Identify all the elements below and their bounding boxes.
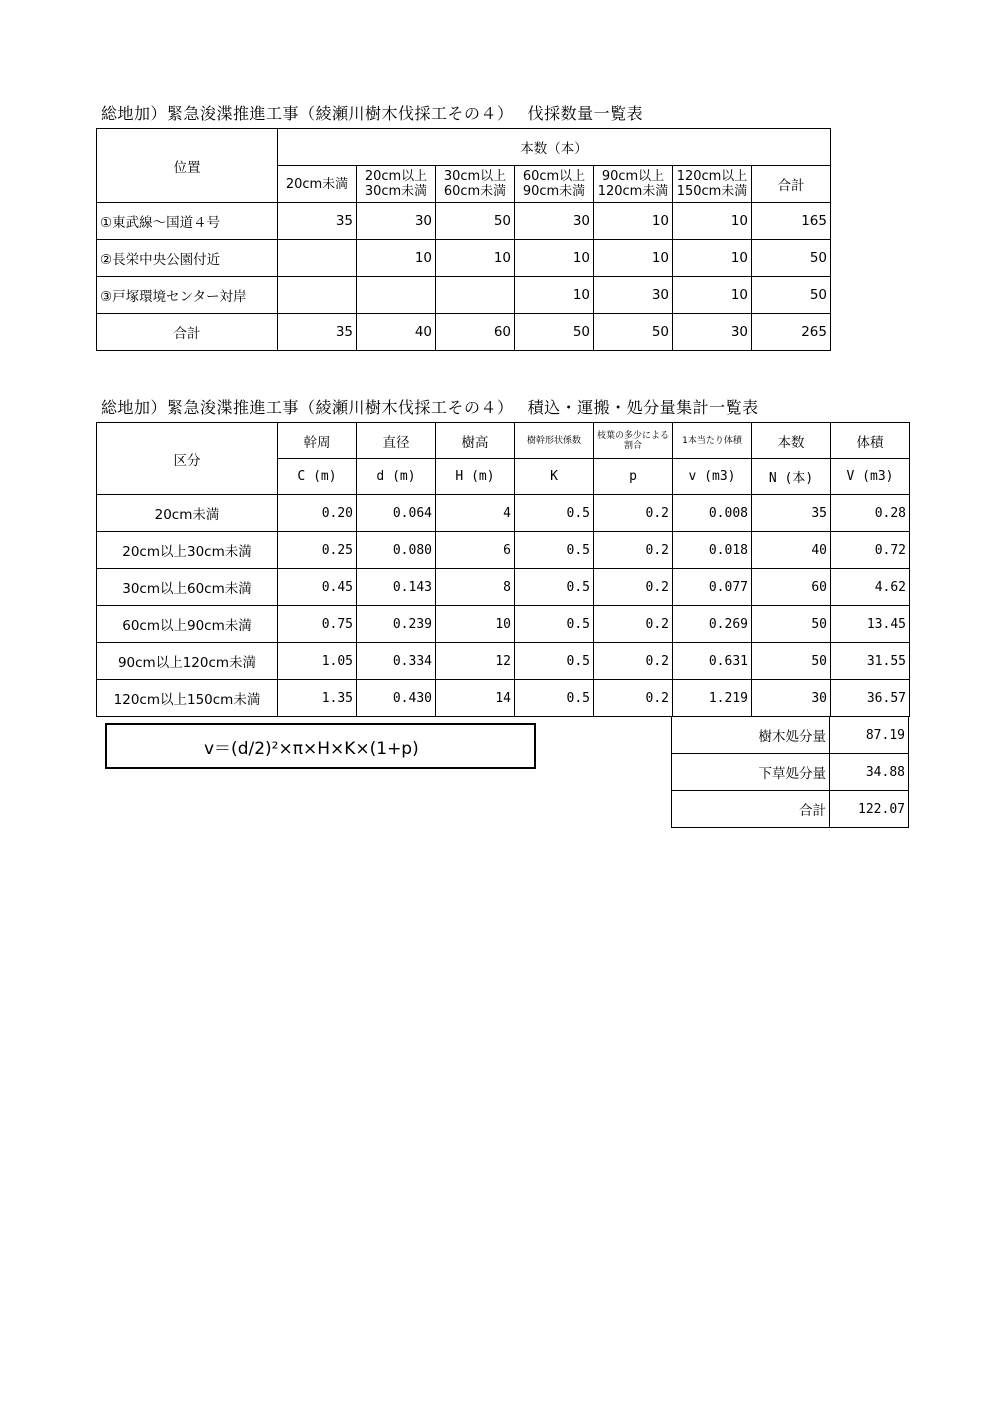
col-name: 樹高 <box>436 423 515 459</box>
cell: 0.631 <box>673 643 752 680</box>
cell: 60 <box>436 314 515 351</box>
summary-row <box>672 717 909 754</box>
position-header: 位置 <box>97 129 278 203</box>
volume-table <box>96 422 910 717</box>
size-col-header: 90cm以上 120cm未満 <box>594 166 673 203</box>
cell: 0.239 <box>357 606 436 643</box>
size-col-header: 120cm以上 150cm未満 <box>673 166 752 203</box>
table-row <box>97 532 910 569</box>
cell: 0.25 <box>278 532 357 569</box>
cell: 10 <box>594 203 673 240</box>
cell: 30 <box>515 203 594 240</box>
cell: 30 <box>357 203 436 240</box>
row-label: 120cm以上150cm未満 <box>97 680 278 717</box>
size-col-header: 60cm以上 90cm未満 <box>515 166 594 203</box>
col-name: 樹幹形状係数 <box>515 423 594 459</box>
cell: 50 <box>752 240 831 277</box>
cell: 50 <box>752 277 831 314</box>
total-row <box>97 314 831 351</box>
col-name: 枝葉の多少による割合 <box>594 423 673 459</box>
summary-table <box>671 716 909 828</box>
volume-title: 総地加）緊急浚渫推進工事（綾瀬川樹木伐採工その４） 積込・運搬・処分量集計一覧表 <box>101 398 759 417</box>
cell: 0.064 <box>357 495 436 532</box>
size-col-header: 20cm以上 30cm未満 <box>357 166 436 203</box>
cell <box>357 277 436 314</box>
cell: 0.28 <box>831 495 910 532</box>
cell: 10 <box>673 277 752 314</box>
category-header: 区分 <box>97 423 278 495</box>
summary-label: 合計 <box>672 791 830 828</box>
cell: 1.219 <box>673 680 752 717</box>
cell: 30 <box>594 277 673 314</box>
table-row <box>97 606 910 643</box>
col-name: 体積 <box>831 423 910 459</box>
cell: 10 <box>594 240 673 277</box>
cell: 1.05 <box>278 643 357 680</box>
row-label: 20cm未満 <box>97 495 278 532</box>
col-unit: d (m) <box>357 459 436 495</box>
cell: 4 <box>436 495 515 532</box>
table-row <box>97 495 910 532</box>
cell: 0.2 <box>594 680 673 717</box>
summary-value: 122.07 <box>830 791 909 828</box>
summary-value: 34.88 <box>830 754 909 791</box>
total-col-header: 合計 <box>752 166 831 203</box>
col-unit: K <box>515 459 594 495</box>
cell <box>278 277 357 314</box>
cell: 10 <box>515 240 594 277</box>
col-unit: H (m) <box>436 459 515 495</box>
cell: 50 <box>752 643 831 680</box>
row-label: ②長栄中央公園付近 <box>97 240 278 277</box>
summary-label: 樹木処分量 <box>672 717 830 754</box>
cell: 0.080 <box>357 532 436 569</box>
cell: 0.269 <box>673 606 752 643</box>
cell: 0.20 <box>278 495 357 532</box>
formula-box: v＝(d/2)²×π×H×K×(1+p) <box>105 723 536 769</box>
col-name: 1本当たり体積 <box>673 423 752 459</box>
cell: 0.2 <box>594 643 673 680</box>
row-label: 20cm以上30cm未満 <box>97 532 278 569</box>
col-name: 本数 <box>752 423 831 459</box>
cell: 10 <box>673 203 752 240</box>
table-row <box>97 240 831 277</box>
table-row <box>97 680 910 717</box>
count-header: 本数（本） <box>278 129 831 166</box>
cell: 10 <box>515 277 594 314</box>
cell: 12 <box>436 643 515 680</box>
row-label: 合計 <box>97 314 278 351</box>
cell: 35 <box>278 203 357 240</box>
cell: 60 <box>752 569 831 606</box>
cell: 50 <box>752 606 831 643</box>
cell: 0.5 <box>515 606 594 643</box>
cell: 0.75 <box>278 606 357 643</box>
cell: 35 <box>278 314 357 351</box>
cell: 0.008 <box>673 495 752 532</box>
cell: 0.5 <box>515 495 594 532</box>
cell: 0.077 <box>673 569 752 606</box>
row-label: 30cm以上60cm未満 <box>97 569 278 606</box>
cell <box>436 277 515 314</box>
cell: 50 <box>436 203 515 240</box>
cell: 30 <box>752 680 831 717</box>
col-unit: v (m3) <box>673 459 752 495</box>
row-label: ①東武線～国道４号 <box>97 203 278 240</box>
cell: 0.5 <box>515 532 594 569</box>
row-label: ③戸塚環境センター対岸 <box>97 277 278 314</box>
cell: 14 <box>436 680 515 717</box>
cell: 10 <box>436 240 515 277</box>
cell: 40 <box>752 532 831 569</box>
felling-table <box>96 128 831 351</box>
row-label: 60cm以上90cm未満 <box>97 606 278 643</box>
cell: 0.5 <box>515 643 594 680</box>
cell: 0.143 <box>357 569 436 606</box>
cell: 40 <box>357 314 436 351</box>
cell: 13.45 <box>831 606 910 643</box>
cell: 0.2 <box>594 569 673 606</box>
summary-value: 87.19 <box>830 717 909 754</box>
cell: 36.57 <box>831 680 910 717</box>
table-row <box>97 277 831 314</box>
col-unit: C (m) <box>278 459 357 495</box>
cell: 265 <box>752 314 831 351</box>
cell: 0.2 <box>594 532 673 569</box>
cell: 0.430 <box>357 680 436 717</box>
cell: 0.45 <box>278 569 357 606</box>
cell: 0.334 <box>357 643 436 680</box>
col-unit: p <box>594 459 673 495</box>
size-col-header: 30cm以上 60cm未満 <box>436 166 515 203</box>
summary-row <box>672 754 909 791</box>
cell: 0.5 <box>515 569 594 606</box>
cell: 10 <box>673 240 752 277</box>
cell: 0.2 <box>594 495 673 532</box>
cell: 1.35 <box>278 680 357 717</box>
cell <box>278 240 357 277</box>
cell: 50 <box>515 314 594 351</box>
cell: 8 <box>436 569 515 606</box>
summary-row <box>672 791 909 828</box>
cell: 0.72 <box>831 532 910 569</box>
row-label: 90cm以上120cm未満 <box>97 643 278 680</box>
size-col-header: 20cm未満 <box>278 166 357 203</box>
col-unit: N (本) <box>752 459 831 495</box>
cell: 10 <box>357 240 436 277</box>
table-row <box>97 643 910 680</box>
felling-title: 総地加）緊急浚渫推進工事（綾瀬川樹木伐採工その４） 伐採数量一覧表 <box>101 104 644 123</box>
table-row <box>97 203 831 240</box>
cell: 31.55 <box>831 643 910 680</box>
summary-label: 下草処分量 <box>672 754 830 791</box>
cell: 50 <box>594 314 673 351</box>
cell: 0.2 <box>594 606 673 643</box>
table-row <box>97 569 910 606</box>
col-name: 直径 <box>357 423 436 459</box>
cell: 0.018 <box>673 532 752 569</box>
cell: 10 <box>436 606 515 643</box>
col-name: 幹周 <box>278 423 357 459</box>
cell: 30 <box>673 314 752 351</box>
col-unit: V (m3) <box>831 459 910 495</box>
cell: 0.5 <box>515 680 594 717</box>
cell: 35 <box>752 495 831 532</box>
cell: 6 <box>436 532 515 569</box>
cell: 165 <box>752 203 831 240</box>
cell: 4.62 <box>831 569 910 606</box>
